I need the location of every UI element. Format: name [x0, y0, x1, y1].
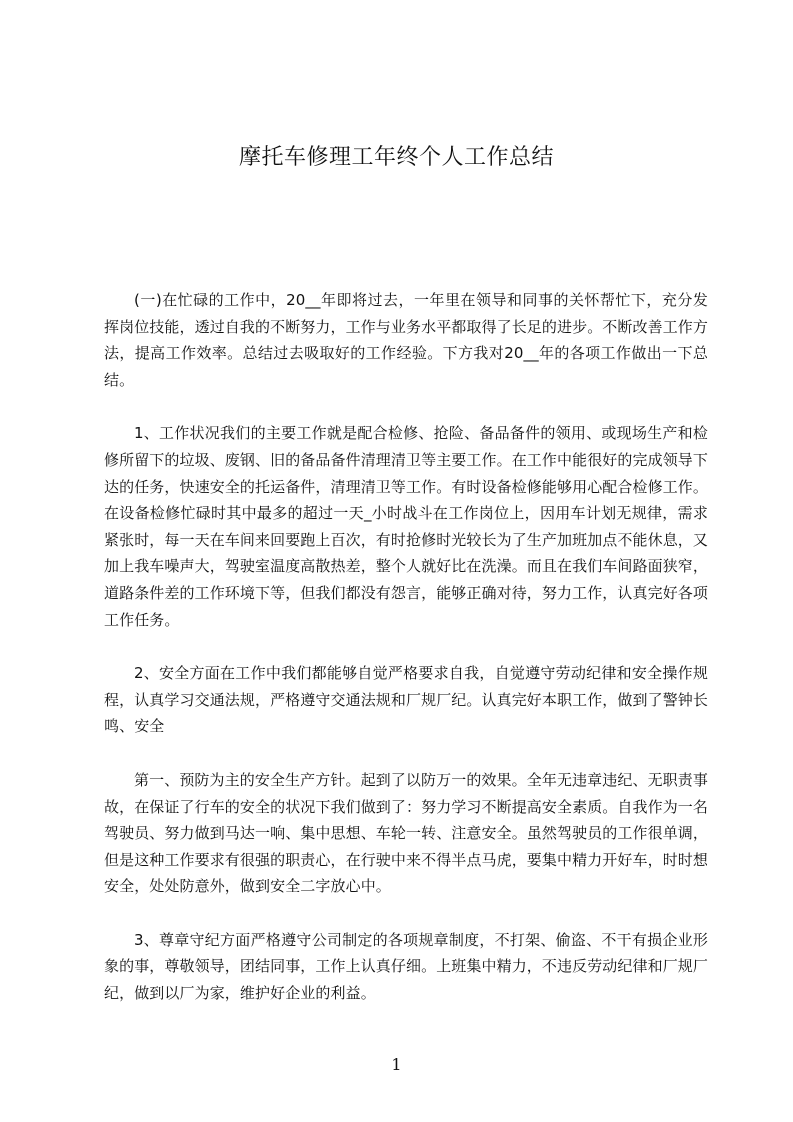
paragraph-gap: [104, 900, 708, 927]
paragraph-safety: 2、安全方面在工作中我们都能够自觉严格要求自我，自觉遵守劳动纪律和安全操作规程，认真学习交通法规，严格遵守交通法规和厂规厂纪。认真完好本职工作，做到了警钟长鸣、安全: [104, 664, 709, 736]
paragraph-gap: [104, 633, 708, 660]
document-title: 摩托车修理工年终个人工作总结: [238, 145, 554, 170]
paragraph-prevention: 第一、预防为主的安全生产方针。起到了以防万一的效果。全年无违章违纪、无职责事故，在保证了行车的安全的状况下我们做到了：努力学习不断提高安全素质。自我作为一名驾驶员、努力做到马达一响、集中思想、车轮一转、注意安全。虽然驾驶员的工作很单调，但是这种工作要求有很强的职责心，在行驶中来不得半点马虎，要集中精力开好车，时时想安全，处处防意外，做到安全二字放心中。: [104, 770, 709, 896]
paragraph-work-status: 1、工作状况我们的主要工作就是配合检修、抢险、备品备件的领用、或现场生产和检修所留下的垃圾、废钢、旧的备品备件清理清卫等主要工作。在工作中能很好的完成领导下达的任务，快速安全的托运备件，清理清卫等工作。有时设备检修能够用心配合检修工作。在设备检修忙碌时其中最多的超过一天_小时战斗在工作岗位上，因用车计划无规律，需求紧张时，每一天在车间来回要跑上百次，有时抢修时光较长为了生产加班加点不能休息，又加上我车噪声大，驾驶室温度高散热差，整个人就好比在洗澡。而且在我们车间路面狭窄，道路条件差的工作环境下等，但我们都没有怨言，能够正确对待，努力工作，认真完好各项工作任务。: [104, 424, 709, 629]
document-body: [104, 287, 708, 1007]
page-number: 1: [391, 1055, 402, 1074]
paragraph-discipline: 3、尊章守纪方面严格遵守公司制定的各项规章制度，不打架、偷盗、不干有损企业形象的事，尊敬领导，团结同事，工作上认真仔细。上班集中精力，不违反劳动纪律和厂规厂纪，做到以厂为家，维护好企业的利益。: [104, 930, 709, 1003]
paragraph-intro: (一)在忙碌的工作中，20__年即将过去，一年里在领导和同事的关怀帮忙下，充分发挥岗位技能，透过自我的不断努力，工作与业务水平都取得了长足的进步。不断改善工作方法，提高工作效率。总结过去吸取好的工作经验。下方我对20__年的各项工作做出一下总结。: [104, 291, 709, 389]
paragraph-gap: [104, 393, 708, 420]
paragraph-gap: [104, 740, 708, 767]
